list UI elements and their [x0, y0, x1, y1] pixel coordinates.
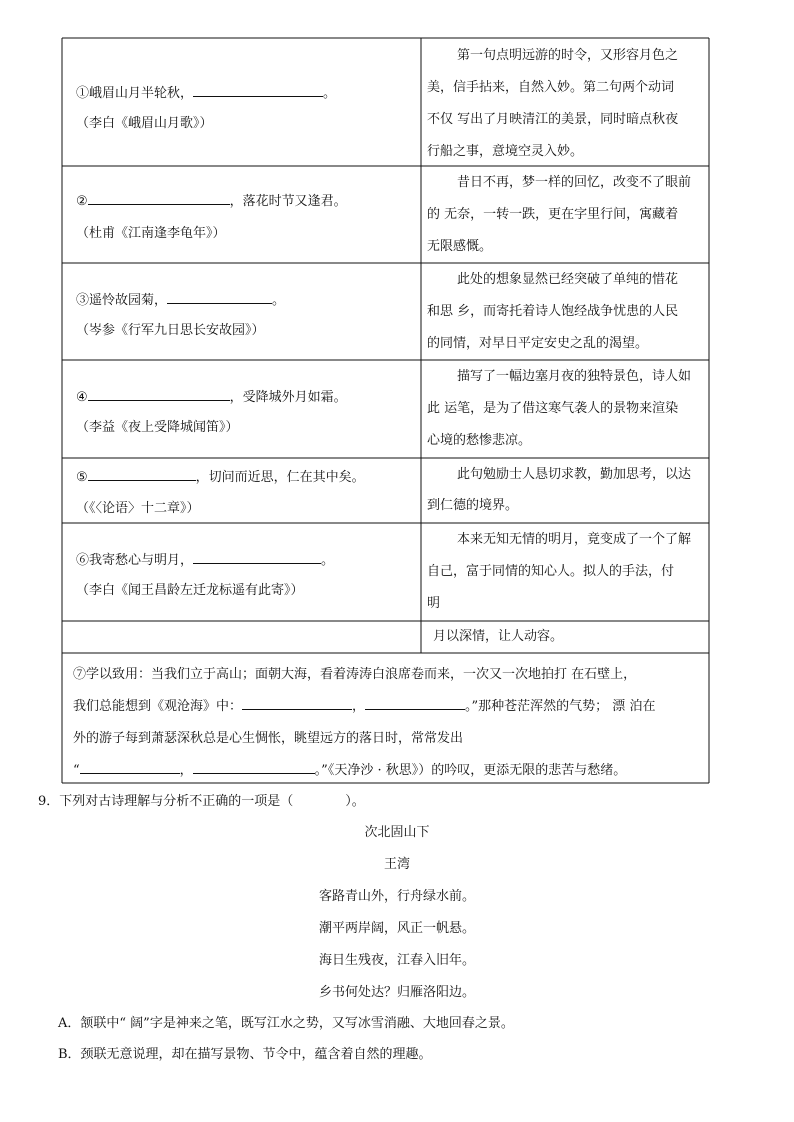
question-text: 。”那种苍茫浑然的气势； 漂 泊在: [465, 699, 656, 714]
question-text: 。”《天净沙 · 秋思》）的吟叹，更添无限的悲苦与愁绪。: [314, 763, 627, 778]
poem-line: 乡书何处达？归雁洛阳边。: [318, 985, 475, 1000]
analysis-line: 昔日不再，梦一样的回忆，改变不了眼前: [457, 175, 692, 190]
prompt-text: ④: [76, 390, 88, 405]
question-line: [73, 755, 709, 787]
fill-in-prompt: [76, 549, 334, 568]
question-text: ，: [352, 699, 366, 714]
analysis-cell: [421, 166, 709, 263]
question-text: ，: [179, 763, 193, 778]
prompt-end-text: 。: [272, 293, 286, 308]
answer-blank[interactable]: [167, 289, 272, 304]
analysis-line: 明: [427, 596, 441, 611]
analysis-line: 美，信手拈来，自然入妙。第二句两个动词: [427, 80, 675, 95]
poem-line: 潮平两岸阔，风正一帆悬。: [318, 921, 475, 936]
option-b[interactable]: B．颈联无意说理，却在描写景物、节令中，蕴含着自然的理趣。: [58, 1047, 432, 1062]
question-line: [73, 691, 709, 723]
table-row: [62, 360, 421, 458]
prompt-end-text: ，受降城外月如霜。: [229, 390, 347, 405]
prompt-text: ⑤: [76, 470, 88, 485]
answer-blank[interactable]: [88, 386, 230, 401]
question-text: 我们总能想到《观沧海》中：: [73, 699, 243, 714]
question-line: ⑦学以致用：当我们立于高山；面朝大海，看着涛涛白浪席卷而来，一次又一次地拍打 在石壁上，: [73, 667, 637, 682]
analysis-cell: [421, 38, 709, 166]
poem-source: （《〈论语〉十二章》）: [76, 501, 200, 516]
prompt-text: ①峨眉山月半轮秋，: [76, 86, 194, 101]
question-line: 外的游子每到萧瑟深秋总是心生惆怅，眺望远方的落日时，常常发出: [73, 731, 464, 746]
prompt-text: ⑥我寄愁心与明月，: [76, 553, 194, 568]
answer-blank[interactable]: [193, 549, 321, 564]
answer-blank[interactable]: [365, 695, 465, 710]
analysis-line: 不仅 写出了月映清江的美景，同时暗点秋夜: [427, 112, 679, 127]
analysis-cell: [421, 458, 709, 523]
fill-in-prompt: [76, 466, 365, 485]
prompt-end-text: ，切问而近思，仁在其中矣。: [195, 470, 365, 485]
analysis-cell: [421, 621, 709, 653]
answer-blank[interactable]: [88, 466, 196, 481]
analysis-line: 和思 乡，而寄托着诗人饱经战争忧患的人民: [427, 304, 679, 319]
prompt-end-text: ，落花时节又逢君。: [229, 194, 347, 209]
analysis-line: 描写了一幅边塞月夜的独特景色，诗人如: [457, 369, 692, 384]
application-question: [73, 659, 709, 787]
fill-in-prompt: [76, 82, 336, 101]
answer-blank[interactable]: [193, 82, 323, 97]
analysis-line: 此句勉励士人恳切求教，勤加思考，以达: [457, 467, 692, 482]
analysis-line: 无限感慨。: [427, 239, 493, 254]
table-row: [62, 38, 421, 166]
answer-blank[interactable]: [80, 759, 180, 774]
poem-line: 海日生残夜，江春入旧年。: [318, 953, 475, 968]
question-text: “: [73, 763, 80, 778]
fill-in-prompt: [76, 190, 347, 209]
analysis-line: 的 无奈，一转一跌，更在字里行间，寓藏着: [427, 207, 679, 222]
table-row: [62, 458, 421, 523]
fill-in-prompt: [76, 289, 285, 308]
poem-author: 王湾: [383, 857, 410, 872]
table-row: [62, 166, 421, 263]
analysis-line: 此 运笔，是为了借这寒气袭人的景物来渲染: [427, 401, 679, 416]
fill-in-prompt: [76, 386, 347, 405]
poem-source: （杜甫《江南逢李龟年》）: [76, 226, 226, 241]
answer-blank[interactable]: [193, 759, 315, 774]
poem-line: 客路青山外，行舟绿水前。: [318, 889, 475, 904]
analysis-cell: [421, 263, 709, 360]
table-row: [62, 263, 421, 360]
table-row: [62, 621, 421, 653]
analysis-line: 的同情，对早日平定安史之乱的渴望。: [427, 336, 649, 351]
analysis-cell: [421, 523, 709, 621]
analysis-line: 行船之事，意境空灵入妙。: [427, 144, 584, 159]
analysis-line: 月以深情，让人动容。: [433, 629, 564, 644]
analysis-line: 到仁德的境界。: [427, 498, 519, 513]
poem-source: （李益《夜上受降城闻笛》）: [76, 420, 239, 435]
poem-title: 次北固山下: [364, 825, 430, 840]
poem-source: （李白《峨眉山月歌》）: [76, 116, 213, 131]
prompt-text: ③遥怜故园菊，: [76, 293, 168, 308]
analysis-line: 本来无知无情的明月，竟变成了一个了解: [457, 532, 692, 547]
question-stem: 9．下列对古诗理解与分析不正确的一项是（ ）。: [38, 794, 365, 809]
analysis-cell: [421, 360, 709, 458]
prompt-end-text: 。: [323, 86, 337, 101]
answer-blank[interactable]: [88, 190, 230, 205]
poem-source: （李白《闻王昌龄左迁龙标遥有此寄》）: [76, 583, 304, 598]
analysis-line: 此处的想象显然已经突破了单纯的惜花: [457, 272, 679, 287]
analysis-line: 第一句点明远游的时令，又形容月色之: [457, 48, 679, 63]
answer-blank[interactable]: [242, 695, 352, 710]
prompt-text: ②: [76, 194, 88, 209]
prompt-end-text: 。: [321, 553, 335, 568]
analysis-line: 自己，富于同情的知心人。拟人的手法，付: [427, 564, 675, 579]
option-a[interactable]: A．颔联中“ 阔”字是神来之笔，既写江水之势，又写冰雪消融、大地回春之景。: [58, 1016, 514, 1031]
analysis-line: 心境的愁惨悲凉。: [427, 433, 532, 448]
table-row: [62, 523, 421, 621]
poem-source: （岑参《行军九日思长安故园》）: [76, 323, 265, 338]
